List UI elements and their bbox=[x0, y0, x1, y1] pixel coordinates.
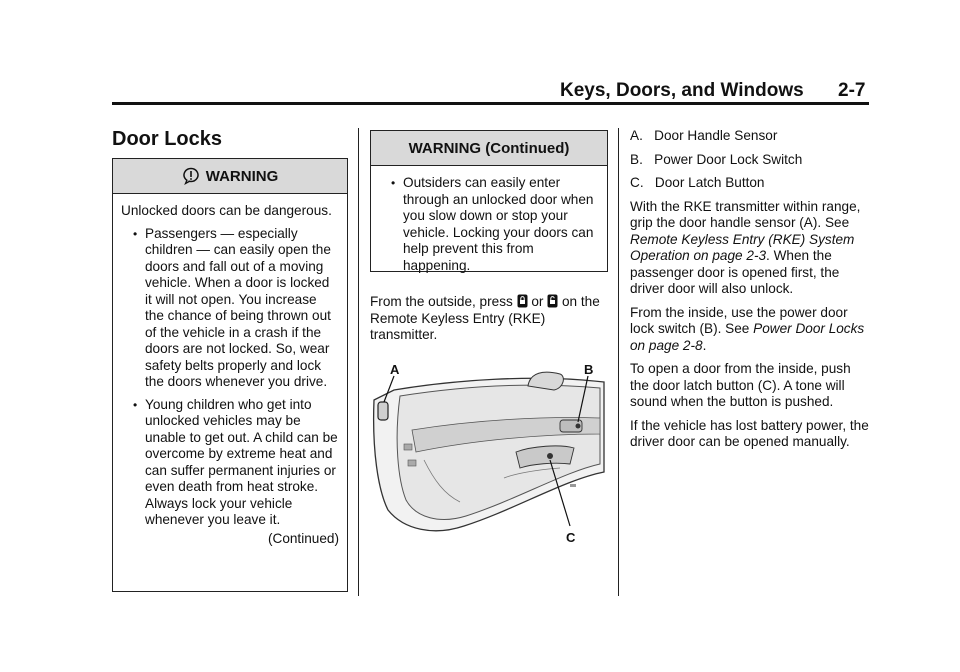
continued-label: (Continued) bbox=[267, 530, 339, 546]
outside-instructions bbox=[370, 294, 610, 344]
paragraph-text: . bbox=[702, 337, 707, 353]
warning-bullet: • Young children who get into unlocked vehicles may be unable to get out. A child can be overcome by extreme heat and can suffer permanent injuries or even death from heat stroke. Always lock your vehicle whenever you leave it. bbox=[121, 397, 339, 529]
paragraph-rke bbox=[630, 199, 870, 298]
section-title: Door Locks bbox=[112, 128, 223, 150]
paragraph-latch: To open a door from the inside, push the door latch button (C). A tone will sound when the button is pushed. bbox=[630, 361, 851, 409]
warning-bullet: • Outsiders can easily enter through an unlocked door when you slow down or stop your vehicle. Locking your doors can help prevent this from happening. bbox=[379, 175, 599, 274]
outside-text-middle: or bbox=[527, 294, 548, 309]
cross-reference-link[interactable]: Power Door Locks on page 2-8 bbox=[630, 321, 865, 353]
legend-list bbox=[630, 128, 870, 451]
header-rule bbox=[112, 102, 869, 105]
door-illustration bbox=[364, 360, 612, 552]
chapter-title: Keys, Doors, and Windows bbox=[560, 80, 804, 101]
warning-box bbox=[112, 158, 348, 592]
paragraph-battery: If the vehicle has lost battery power, the driver door can be opened manually. bbox=[630, 417, 869, 449]
warning-title: WARNING bbox=[205, 167, 279, 185]
paragraph-text: From the inside, use the power door lock switch (B). See bbox=[630, 304, 848, 336]
warning-box-continued bbox=[370, 130, 608, 272]
warning-title: WARNING (Continued) bbox=[408, 139, 570, 157]
paragraph-text: With the RKE transmitter within range, grip the door handle sensor (A). See bbox=[630, 198, 861, 230]
column-divider bbox=[358, 128, 359, 596]
outside-text-before: From the outside, press bbox=[370, 294, 517, 309]
callout-c: C bbox=[566, 530, 576, 545]
warning-intro: Unlocked doors can be dangerous. bbox=[121, 203, 332, 218]
lock-key-icon bbox=[517, 294, 528, 308]
paragraph-text: . When the passenger door is opened first, the driver door will also unlock. bbox=[630, 248, 840, 296]
legend-item-c: C. Door Latch Button bbox=[630, 175, 765, 190]
cross-reference-link[interactable]: Remote Keyless Entry (RKE) System Operation on page 2-3 bbox=[630, 231, 855, 263]
legend-item-a: A. Door Handle Sensor bbox=[630, 128, 778, 143]
callout-b: B bbox=[584, 362, 594, 377]
warning-header bbox=[113, 159, 347, 194]
warning-icon bbox=[182, 167, 200, 185]
warning-bullet: • Passengers — especially children — can easily open the doors and fall out of a moving vehicle. When a door is locked it will not open. You increase the chance of being thrown out of the vehicle in a crash if the doors are not locked. So, wear safety belts properly and lock the doors whenever you drive. bbox=[121, 226, 339, 391]
page-number: 2-7 bbox=[838, 80, 866, 101]
unlock-key-icon bbox=[547, 294, 558, 308]
paragraph-inside bbox=[630, 305, 870, 355]
callout-a: A bbox=[390, 362, 400, 377]
outside-text-after: on the Remote Keyless Entry (RKE) transmitter. bbox=[370, 294, 600, 342]
column-divider bbox=[618, 128, 619, 596]
warning-header bbox=[371, 131, 607, 166]
legend-item-b: B. Power Door Lock Switch bbox=[630, 151, 803, 167]
